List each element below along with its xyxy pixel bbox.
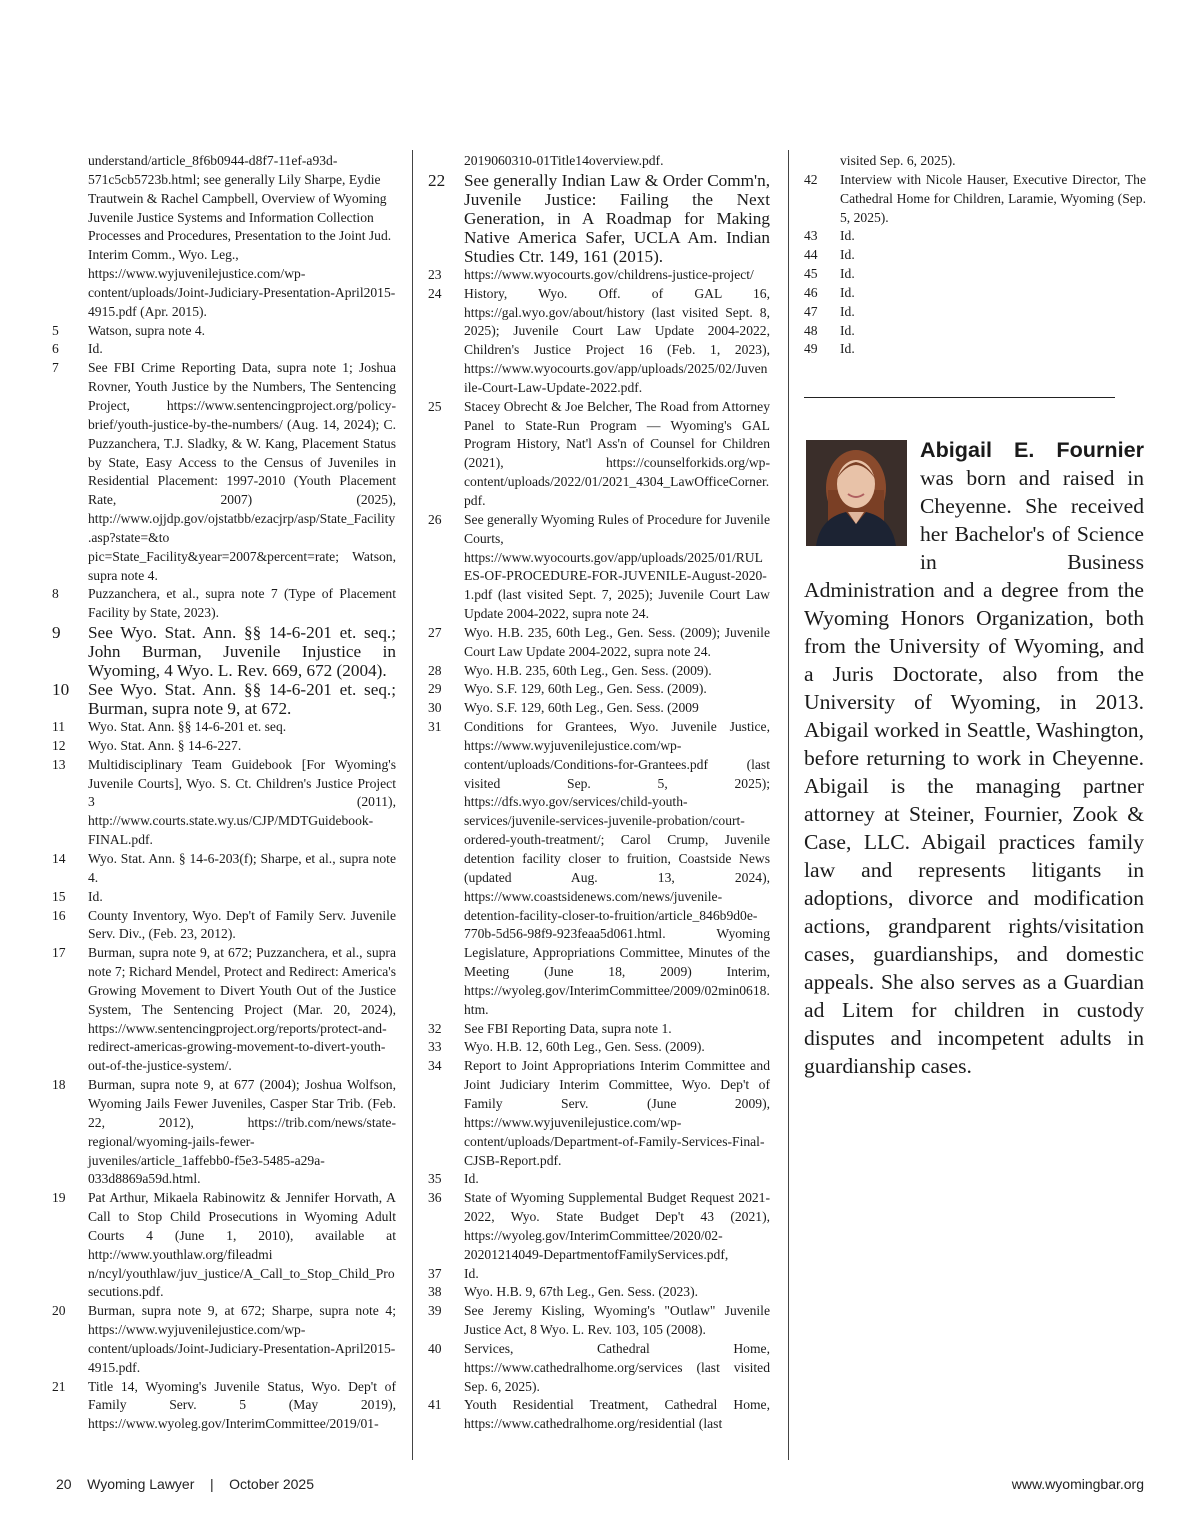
author-bio-text: was born and raised in Cheyenne. She received her Bachelor's of Science in Business Administration and a degree from the Wyoming Honors Organization, both from the University of Wyoming, and a Juris Doctorate, also from the University of Wyoming, in 2013. Abigail worked in Seattle, Washington, before returning to work in Cheyenne. Abigail is the managing partner attorney at Steiner, Fournier, Zook & Case, LLC. Abigail practices family law and represents litigants in adoptions, divorce and modification actions, grandparent rights/visitation cases, guardianships, and domestic appeals. She also serves as a Guardian ad Litem for children in custody disputes and incompetent adults in guardianship cases. bbox=[804, 466, 1144, 1078]
endnote-16 bbox=[52, 907, 396, 945]
endnote-number: 11 bbox=[52, 719, 66, 735]
endnote-text: Id. bbox=[464, 1171, 479, 1187]
endnote-text: See Wyo. Stat. Ann. §§ 14-6-201 et. seq.; John Burman, Juvenile Injustice in Wyoming, 4 Wyo. L. Rev. 669, 672 (2004). bbox=[88, 623, 396, 681]
endnote-number: 38 bbox=[428, 1284, 442, 1300]
endnote-continuation bbox=[52, 152, 396, 322]
endnote-text: Wyo. Stat. Ann. § 14-6-203(f); Sharpe, et al., supra note 4. bbox=[88, 851, 396, 885]
endnote-40 bbox=[428, 1340, 770, 1397]
endnote-number: 34 bbox=[428, 1058, 442, 1074]
endnote-text: Id. bbox=[88, 341, 103, 357]
endnote-text: Wyo. H.B. 235, 60th Leg., Gen. Sess. (2009); Juvenile Court Law Update 2004-2022, supra note 24. bbox=[464, 624, 770, 659]
endnote-number: 45 bbox=[804, 266, 818, 282]
endnote-number: 5 bbox=[52, 322, 59, 338]
endnote-text: Multidisciplinary Team Guidebook [For Wyoming's Juvenile Courts], Wyo. S. Ct. Children's Justice Project 3 (2011), http://www.courts.state.wy.us/CJP/MDTGuidebook-FINAL.pdf. bbox=[88, 756, 396, 848]
endnote-number: 26 bbox=[428, 511, 442, 527]
footer-separator: | bbox=[209, 1476, 214, 1492]
endnote-number: 18 bbox=[52, 1077, 66, 1093]
endnote-39 bbox=[428, 1302, 770, 1340]
endnote-19 bbox=[52, 1189, 396, 1302]
endnote-22 bbox=[428, 171, 770, 266]
endnote-number bbox=[52, 152, 88, 322]
endnote-text: Title 14, Wyoming's Juvenile Status, Wyo. Dep't of Family Serv. 5 (May 2019), https://www.wyoleg.gov/InterimCommittee/2019/01- bbox=[88, 1378, 396, 1432]
endnote-text: Pat Arthur, Mikaela Rabinowitz & Jennifer Horvath, A Call to Stop Child Prosecutions in Wyoming Adult Courts 4 (June 1, 2010), available at http://www.youthlaw.org/fileadmi n/ncyl/youthlaw/juv_justice/A_Call_to_Stop_Child_Prosecutions.pdf. bbox=[88, 1190, 396, 1300]
endnote-text: Wyo. H.B. 12, 60th Leg., Gen. Sess. (2009). bbox=[464, 1039, 705, 1055]
endnote-12 bbox=[52, 737, 396, 756]
endnote-text: Stacey Obrecht & Joe Belcher, The Road from Attorney Panel to State-Run Program — Wyoming's GAL Program History, Nat'l Ass'n of Counsel for Children (2021), https://counselforkids.org/wp-content/uploads/2022/01/2021_4304_LawOfficeCorner.pdf. bbox=[464, 398, 770, 508]
issue-date: October 2025 bbox=[229, 1476, 314, 1492]
page-number: 20 bbox=[56, 1476, 72, 1492]
endnote-continuation bbox=[804, 152, 1146, 171]
endnote-number: 17 bbox=[52, 945, 66, 961]
endnote-31 bbox=[428, 718, 770, 1020]
endnote-text: Wyo. Stat. Ann. § 14-6-227. bbox=[88, 737, 242, 753]
endnote-number: 10 bbox=[52, 680, 70, 700]
author-bio bbox=[804, 436, 1144, 1080]
endnote-number bbox=[428, 152, 464, 171]
endnote-36 bbox=[428, 1189, 770, 1264]
endnote-number: 25 bbox=[428, 398, 442, 414]
endnote-text: understand/article_8f6b0944-d8f7-11ef-a93d-571c5cb5723b.html; see generally Lily Sharpe, Eydie Trautwein & Rachel Campbell, Overview of Wyoming Juvenile Justice Systems and Information Collection Processes and Procedures, Presentation to the Joint Jud. Interim Comm., Wyo. Leg., https://www.wyjuvenilejustice.com/wp-content/uploads/Joint-Judiciary-Presentation-April2015-4915.pdf (Apr. 2015). bbox=[88, 153, 396, 319]
endnote-49 bbox=[804, 340, 1146, 359]
column-divider-2 bbox=[788, 150, 789, 1460]
endnote-9 bbox=[52, 623, 396, 680]
endnote-5 bbox=[52, 322, 396, 341]
endnote-text: Id. bbox=[840, 247, 855, 263]
endnote-text: Wyo. H.B. 9, 67th Leg., Gen. Sess. (2023). bbox=[464, 1284, 699, 1300]
endnote-24 bbox=[428, 285, 770, 398]
endnote-text: County Inventory, Wyo. Dep't of Family Serv. Juvenile Serv. Div., (Feb. 23, 2012). bbox=[88, 907, 396, 942]
endnote-34 bbox=[428, 1057, 770, 1170]
endnote-13 bbox=[52, 756, 396, 850]
endnote-text: Burman, supra note 9, at 672; Sharpe, supra note 4; https://www.wyjuvenilejustice.com/wp-content/uploads/Joint-Judiciary-Presentation-April2015-4915.pdf. bbox=[88, 1303, 396, 1375]
endnote-46 bbox=[804, 284, 1146, 303]
endnote-44 bbox=[804, 246, 1146, 265]
endnote-number: 8 bbox=[52, 586, 59, 602]
endnote-number: 12 bbox=[52, 737, 66, 753]
endnote-48 bbox=[804, 322, 1146, 341]
endnote-10 bbox=[52, 680, 396, 718]
endnote-number: 37 bbox=[428, 1265, 442, 1281]
endnote-text: Id. bbox=[840, 322, 855, 338]
endnote-text: Youth Residential Treatment, Cathedral Home, https://www.cathedralhome.org/residential (last bbox=[464, 1397, 770, 1432]
endnote-text: Burman, supra note 9, at 677 (2004); Joshua Wolfson, Wyoming Jails Fewer Juveniles, Casper Star Trib. (Feb. 22, 2012), https://trib.com/news/state-regional/wyoming-jails-fewer-juveniles/article_1affebb0-f5e3-5485-a29a-033d8869a59d.html. bbox=[88, 1077, 396, 1187]
endnote-number: 22 bbox=[428, 170, 446, 190]
endnote-11 bbox=[52, 718, 396, 737]
endnote-number: 39 bbox=[428, 1303, 442, 1319]
endnote-47 bbox=[804, 303, 1146, 322]
endnote-number bbox=[804, 152, 840, 171]
endnote-number: 27 bbox=[428, 624, 442, 640]
endnote-35 bbox=[428, 1170, 770, 1189]
endnote-text: See Wyo. Stat. Ann. §§ 14-6-201 et. seq.; Burman, supra note 9, at 672. bbox=[88, 680, 396, 719]
author-name: Abigail E. Fournier bbox=[920, 437, 1144, 462]
endnote-21 bbox=[52, 1378, 396, 1435]
endnote-text: See generally Wyoming Rules of Procedure for Juvenile Courts, https://www.wyocourts.gov/app/uploads/2025/01/RULES-OF-PROCEDURE-FOR-JUVENILE-August-2020-1.pdf (last visited Sept. 7, 2025); Juvenile Court Law Update 2004-2022, supra note 24. bbox=[464, 511, 770, 622]
endnote-text: Wyo. H.B. 235, 60th Leg., Gen. Sess. (2009). bbox=[464, 662, 712, 678]
endnote-text: Id. bbox=[464, 1265, 479, 1281]
endnote-number: 20 bbox=[52, 1303, 66, 1319]
endnote-text: Id. bbox=[88, 888, 103, 904]
endnote-29 bbox=[428, 680, 770, 699]
endnote-26 bbox=[428, 511, 770, 624]
endnote-text: Id. bbox=[840, 341, 855, 357]
endnote-text: See FBI Crime Reporting Data, supra note 1; Joshua Rovner, Youth Justice by the Numbers, The Sentencing Project, https://www.sentencingproject.org/policy-brief/youth-justice-by-the-numbers/ (Aug. 14, 2024); C. Puzzanchera, T.J. Sladky, & W. Kang, Placement Status by State, Easy Access to the Census of Juveniles in Residential Placement: 1997-2010 (Youth Placement Rate, 2007) (2025), http://www.ojjdp.gov/ojstatbb/ezacjrp/asp/State_Facility.asp?state=&to pic=State_Facility&year=2007&percent=rate; Watson, supra note 4. bbox=[88, 360, 396, 583]
endnote-number: 30 bbox=[428, 700, 442, 716]
endnote-number: 32 bbox=[428, 1020, 442, 1036]
endnote-text: See generally Indian Law & Order Comm'n, Juvenile Justice: Failing the Next Generation, in A Roadmap for Making Native America Safer, UCLA Am. Indian Studies Ctr. 149, 161 (2015). bbox=[464, 170, 770, 266]
endnote-number: 19 bbox=[52, 1190, 66, 1206]
endnote-text: See Jeremy Kisling, Wyoming's "Outlaw" Juvenile Justice Act, 8 Wyo. L. Rev. 103, 105 (2008). bbox=[464, 1303, 770, 1338]
endnote-text: See FBI Reporting Data, supra note 1. bbox=[464, 1020, 672, 1036]
endnote-text: Services, Cathedral Home, https://www.cathedralhome.org/services (last visited Sep. 6, 2025). bbox=[464, 1340, 770, 1394]
endnotes-column-1 bbox=[52, 152, 396, 1434]
endnote-text: Watson, supra note 4. bbox=[88, 322, 206, 338]
endnote-continuation bbox=[428, 152, 770, 171]
endnote-number: 48 bbox=[804, 322, 818, 338]
endnote-41 bbox=[428, 1396, 770, 1434]
endnote-text: Wyo. Stat. Ann. §§ 14-6-201 et. seq. bbox=[88, 719, 287, 735]
endnote-number: 36 bbox=[428, 1190, 442, 1206]
endnote-text: Interview with Nicole Hauser, Executive Director, The Cathedral Home for Children, Laramie, Wyoming (Sep. 5, 2025). bbox=[840, 171, 1146, 225]
endnote-number: 24 bbox=[428, 285, 442, 301]
endnote-33 bbox=[428, 1038, 770, 1057]
endnote-text: Id. bbox=[840, 284, 855, 300]
endnote-text: Puzzanchera, et al., supra note 7 (Type of Placement Facility by State, 2023). bbox=[88, 586, 396, 621]
endnote-37 bbox=[428, 1265, 770, 1284]
endnote-text: Report to Joint Appropriations Interim Committee and Joint Judiciary Interim Committee, Wyo. Dep't of Family Serv. (June 2009), https://www.wyjuvenilejustice.com/wp-content/uploads/Department-of-Family-Services-Final-CJSB-Report.pdf. bbox=[464, 1058, 770, 1168]
endnote-number: 28 bbox=[428, 662, 442, 678]
endnote-number: 31 bbox=[428, 719, 442, 735]
endnote-15 bbox=[52, 888, 396, 907]
endnote-number: 9 bbox=[52, 623, 61, 643]
endnote-number: 43 bbox=[804, 228, 818, 244]
endnote-30 bbox=[428, 699, 770, 718]
endnote-27 bbox=[428, 624, 770, 662]
endnote-number: 15 bbox=[52, 888, 66, 904]
endnote-38 bbox=[428, 1283, 770, 1302]
bio-separator-rule bbox=[804, 397, 1115, 398]
column-divider-1 bbox=[412, 150, 413, 1460]
endnote-text: Conditions for Grantees, Wyo. Juvenile Justice, https://www.wyjuvenilejustice.com/wp-content/uploads/Conditions-for-Grantees.pdf (last visited Sep. 5, 2025); https://dfs.wyo.gov/services/child-youth-services/juvenile-services-juvenile-probation/court-ordered-youth-treatment/; Carol Crump, Juvenile detention facility closer to fruition, Coastside News (updated Aug. 13, 2024), https://www.coastsidenews.com/news/juvenile-detention-facility-closer-to-fruition/article_846b9d0e-770b-5d56-98f9-923feaa5d061.html. Wyoming Legislature, Appropriations Committee, Minutes of the Meeting (June 18, 2009) Interim, https://wyoleg.gov/InterimCommittee/2009/02min0618.htm. bbox=[464, 719, 770, 1017]
endnote-25 bbox=[428, 398, 770, 511]
endnote-text: 2019060310-01Title14overview.pdf. bbox=[464, 153, 664, 168]
endnote-number: 42 bbox=[804, 171, 818, 187]
endnote-number: 6 bbox=[52, 341, 59, 357]
endnote-45 bbox=[804, 265, 1146, 284]
endnote-text: Id. bbox=[840, 228, 855, 244]
endnote-text: History, Wyo. Off. of GAL 16, https://gal.wyo.gov/about/history (last visited Sept. 8, 2025); Juvenile Court Law Update 2004-2022, Children's Justice Project 16 (Feb. 1, 2023), https://www.wyocourts.gov/app/uploads/2025/02/Juvenile-Court-Law-Update-2022.pdf. bbox=[464, 285, 770, 395]
endnotes-column-3 bbox=[804, 152, 1146, 359]
footer-left bbox=[56, 1476, 314, 1492]
endnote-number: 14 bbox=[52, 851, 66, 866]
endnotes-column-2 bbox=[428, 152, 770, 1434]
endnote-number: 16 bbox=[52, 907, 66, 923]
endnote-text: Id. bbox=[840, 266, 855, 282]
endnote-text: Wyo. S.F. 129, 60th Leg., Gen. Sess. (2009 bbox=[464, 700, 699, 716]
endnote-number: 33 bbox=[428, 1039, 442, 1055]
endnote-7 bbox=[52, 359, 396, 585]
endnote-number: 29 bbox=[428, 681, 442, 697]
footer-website: www.wyomingbar.org bbox=[1011, 1476, 1144, 1492]
endnote-number: 13 bbox=[52, 756, 66, 772]
endnote-text: State of Wyoming Supplemental Budget Request 2021-2022, Wyo. State Budget Dep't 43 (2021), https://wyoleg.gov/InterimCommittee/2020/02-20201214049-DepartmentofFamilyServices.pdf, bbox=[464, 1190, 770, 1262]
endnote-number: 46 bbox=[804, 284, 818, 300]
endnote-number: 7 bbox=[52, 360, 59, 376]
endnote-23 bbox=[428, 266, 770, 285]
endnote-number: 49 bbox=[804, 341, 818, 357]
endnote-17 bbox=[52, 944, 396, 1076]
endnote-6 bbox=[52, 340, 396, 359]
endnote-text: https://www.wyocourts.gov/childrens-justice-project/ bbox=[464, 266, 754, 282]
endnote-number: 41 bbox=[428, 1397, 442, 1413]
endnote-text: Wyo. S.F. 129, 60th Leg., Gen. Sess. (2009). bbox=[464, 681, 707, 697]
endnote-14 bbox=[52, 850, 396, 888]
endnote-text: Id. bbox=[840, 303, 855, 319]
endnote-8 bbox=[52, 585, 396, 623]
endnote-number: 35 bbox=[428, 1171, 442, 1187]
endnote-42 bbox=[804, 171, 1146, 228]
endnote-18 bbox=[52, 1076, 396, 1189]
endnote-number: 23 bbox=[428, 266, 442, 282]
endnote-number: 44 bbox=[804, 247, 818, 263]
endnote-43 bbox=[804, 227, 1146, 246]
endnote-number: 40 bbox=[428, 1340, 442, 1356]
publication-name: Wyoming Lawyer bbox=[87, 1476, 195, 1492]
endnote-number: 47 bbox=[804, 303, 818, 319]
endnote-20 bbox=[52, 1302, 396, 1377]
endnote-32 bbox=[428, 1020, 770, 1039]
endnote-text: Burman, supra note 9, at 672; Puzzanchera, et al., supra note 7; Richard Mendel, Protect and Redirect: America's Growing Movement to Divert Youth Out of the Justice System, The Sentencing Project (Mar. 20, 2024), https://www.sentencingproject.org/reports/protect-and-redirect-americas-growing-movement-to-divert-youth-out-of-the-justice-system/. bbox=[88, 945, 396, 1074]
endnote-text: visited Sep. 6, 2025). bbox=[840, 153, 956, 168]
endnote-number: 21 bbox=[52, 1378, 66, 1394]
endnote-28 bbox=[428, 662, 770, 681]
